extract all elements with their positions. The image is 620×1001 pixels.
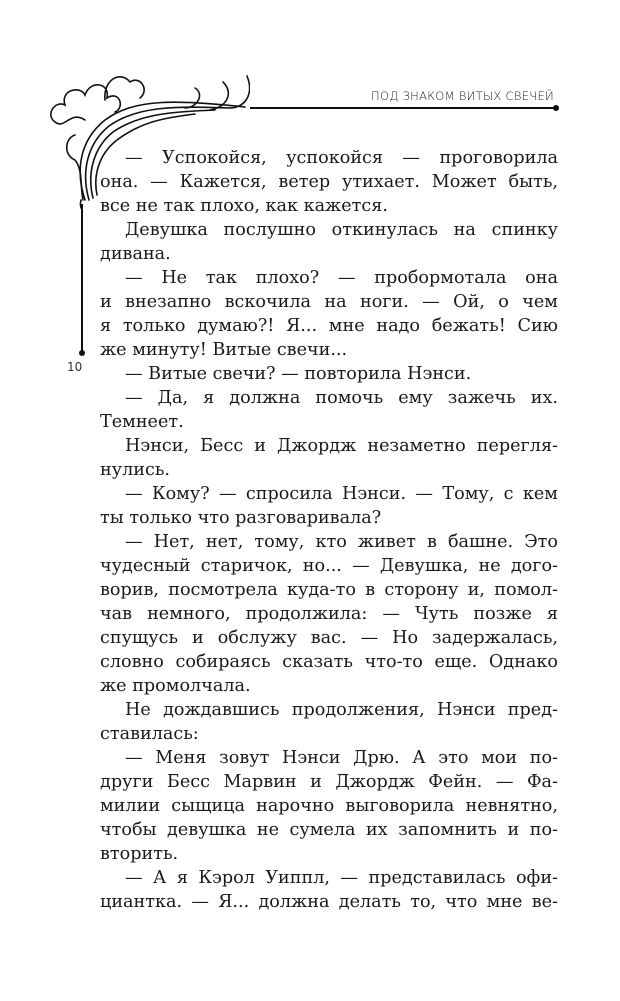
- text-line: дивана.: [100, 244, 171, 264]
- text-line: Девушка послушно откинулась на спинку: [125, 220, 558, 240]
- text-line: Нэнси, Бесс и Джордж незаметно перегля-: [125, 436, 558, 456]
- text-line: ставилась:: [100, 724, 199, 744]
- text-line: словно собираясь сказать что-то еще. Однако: [100, 652, 558, 672]
- text-line: — Витые свечи? — повторила Нэнси.: [125, 364, 472, 384]
- text-line: други Бесс Марвин и Джордж Фейн. — Фа-: [100, 772, 558, 792]
- paragraph: [100, 386, 558, 434]
- text-line: милии сыщица нарочно выговорила невнятно,: [100, 796, 558, 816]
- text-line: же промолчала.: [100, 676, 251, 696]
- paragraph: [100, 746, 558, 866]
- text-line: она. — Кажется, ветер утихает. Может быть,: [100, 172, 558, 192]
- paragraph: [100, 530, 558, 698]
- header-rule-dot: [553, 105, 559, 111]
- header-rule: [250, 107, 556, 109]
- paragraph: [100, 266, 558, 362]
- text-line: нулись.: [100, 460, 171, 480]
- body-text: [100, 146, 558, 914]
- text-line: — Меня зовут Нэнси Дрю. А это мои по-: [125, 748, 558, 768]
- running-title: ПОД ЗНАКОМ ВИТЫХ СВЕЧЕЙ: [371, 89, 554, 103]
- text-line: — А я Кэрол Уиппл, — представилась офи-: [125, 868, 558, 888]
- text-line: спущусь и обслужу вас. — Но задержалась,: [100, 628, 558, 648]
- paragraph: [100, 146, 558, 218]
- text-line: — Нет, нет, тому, кто живет в башне. Это: [125, 532, 558, 552]
- text-line: Темнеет.: [100, 412, 184, 432]
- page-number: 10: [67, 360, 83, 374]
- paragraph: [100, 482, 558, 530]
- text-line: — Да, я должна помочь ему зажечь их.: [125, 388, 558, 408]
- text-line: я только думаю?! Я... мне надо бежать! Сию: [100, 316, 558, 336]
- text-line: Не дождавшись продолжения, Нэнси пред-: [125, 700, 558, 720]
- text-line: чтобы девушка не сумела их запомнить и по-: [100, 820, 558, 840]
- text-line: вторить.: [100, 844, 179, 864]
- text-line: — Не так плохо? — пробормотала она: [125, 268, 558, 288]
- paragraph: [100, 698, 558, 746]
- text-line: — Кому? — спросила Нэнси. — Тому, с кем: [125, 484, 558, 504]
- text-line: чудесный старичок, но... — Девушка, не дого-: [100, 556, 558, 576]
- text-line: же минуту! Витые свечи...: [100, 340, 348, 360]
- text-line: чав немного, продолжила: — Чуть позже я: [100, 604, 558, 624]
- text-line: все не так плохо, как кажется.: [100, 196, 388, 216]
- text-line: ты только что разговаривала?: [100, 508, 382, 528]
- text-line: и внезапно вскочила на ноги. — Ой, о чем: [100, 292, 558, 312]
- paragraph: [100, 362, 558, 386]
- text-line: циантка. — Я... должна делать то, что мне ве-: [100, 892, 558, 912]
- paragraph: [100, 218, 558, 266]
- text-line: ворив, посмотрела куда-то в сторону и, помол-: [100, 580, 558, 600]
- side-rule: [81, 204, 83, 354]
- paragraph: [100, 434, 558, 482]
- text-line: — Успокойся, успокойся — проговорила: [125, 148, 558, 168]
- side-rule-dot: [79, 350, 85, 356]
- paragraph: [100, 866, 558, 914]
